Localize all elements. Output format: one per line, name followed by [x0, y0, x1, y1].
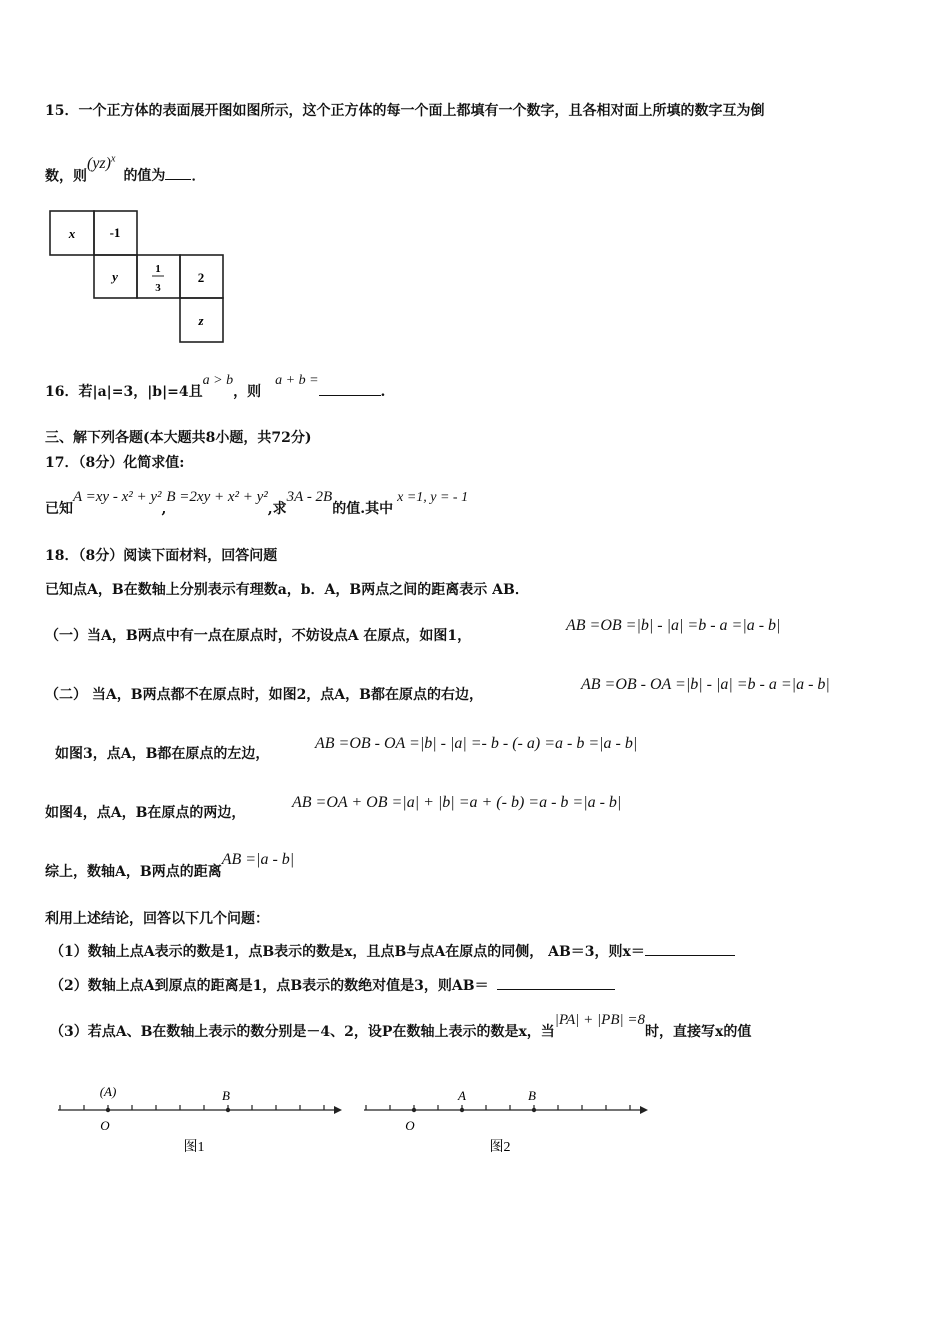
q15-line1: 15．一个正方体的表面展开图如图所示，这个正方体的每一个面上都填有一个数字，且各相对面上所填的数字互为倒 [45, 103, 765, 119]
fig2-label-o: O [405, 1118, 415, 1133]
q15-line2-pre: 数，则 [45, 168, 87, 185]
fig2-point-a [460, 1108, 464, 1112]
fig1-caption: 图1 [183, 1140, 205, 1155]
fig2-number-line [358, 1078, 658, 1158]
fig1-ticks [60, 1105, 324, 1110]
net-m1-text: -1 [109, 225, 121, 240]
q17-comma: , [161, 501, 167, 517]
q17-ask: ,求 [267, 501, 287, 517]
q18-p3-pre: （3）若点A、B在数轴上表示的数分别是－4、2，设P在数轴上表示的数是x，当 [50, 1024, 555, 1040]
q15-line2 [45, 154, 206, 186]
q15-line2-post: 的值为 [123, 168, 166, 185]
q18-p1-blank[interactable] [645, 955, 735, 956]
q15-end: ． [191, 168, 206, 185]
q18-case4-formula: AB =OA + OB =|a| + |b| =a + (- b) =a - b =|a - b| [292, 794, 622, 811]
q18-p2-blank[interactable] [497, 989, 615, 990]
q16-answer-blank[interactable] [319, 395, 381, 396]
q17-target: 3A - 2B [286, 489, 333, 505]
net-frac-den: 3 [155, 282, 161, 294]
q16-cond: a > b [202, 373, 234, 388]
q17-expr-a: A =xy - x² + y² [73, 489, 162, 505]
q18-intro: 已知点A，B在数轴上分别表示有理数a，b．A，B两点之间的距离表示 AB． [45, 582, 529, 598]
q18-use: 利用上述结论，回答以下几个问题： [45, 911, 269, 927]
net-x-text: x [68, 226, 76, 241]
q18-summary-text: 综上，数轴A，B两点的距离 [45, 864, 222, 880]
q17-pre: 已知 [45, 501, 73, 517]
q18-p3-post: 时，直接写x的值 [645, 1024, 752, 1040]
q15-expr [87, 155, 115, 172]
fig2-arrow [640, 1106, 648, 1114]
net-y-text: y [112, 269, 118, 284]
fig1-number-line [50, 1078, 350, 1158]
q18-case1-text: （一）当A，B两点中有一点在原点时，不妨设点A 在原点，如图1， [45, 628, 472, 644]
q15-expr-sup: x [110, 154, 116, 165]
fig1-arrow [334, 1106, 342, 1114]
q18-case3-text: 如图3，点A，B都在原点的左边， [55, 746, 270, 762]
q18-summary [45, 851, 295, 882]
net-z-text: z [198, 313, 204, 328]
q16-end: . [380, 384, 386, 400]
fig1-point-b [226, 1108, 230, 1112]
q18-case1-formula: AB =OB =|b| - |a| =b - a =|a - b| [566, 617, 781, 634]
q18-p2-text: （2）数轴上点A到原点的距离是1，点B表示的数绝对值是3，则AB＝ [50, 978, 489, 994]
q18-p2 [50, 976, 615, 996]
fig2-label-a: A [458, 1088, 466, 1103]
fig1-label-b: B [222, 1088, 230, 1103]
q18-p1 [50, 942, 735, 962]
q16-line [45, 373, 386, 403]
fig1-label-a: (A) [99, 1084, 117, 1099]
q17-expr-b: B =2xy + x² + y² [166, 489, 268, 505]
net-2-text: 2 [197, 270, 205, 285]
fig2-label-b: B [528, 1088, 536, 1103]
fig2-point-b [532, 1108, 536, 1112]
fig1-point-o [106, 1108, 110, 1112]
q15-answer-blank[interactable] [165, 179, 191, 180]
q16-pre: 16．若|a|=3，|b|=4且 [45, 384, 203, 400]
q18-case3-formula: AB =OB - OA =|b| - |a| =- b - (- a) =a - b =|a - b| [315, 735, 638, 752]
fig2-caption: 图2 [489, 1140, 511, 1155]
q18-case2-formula: AB =OB - OA =|b| - |a| =b - a =|a - b| [581, 676, 830, 693]
section3-heading: 三、解下列各题(本大题共8小题，共72分) [45, 430, 312, 446]
q15-expr-base: (yz) [87, 155, 111, 173]
net-frac-num: 1 [155, 263, 161, 275]
q16-expr: a + b = [275, 373, 319, 388]
fig2-point-o [412, 1108, 416, 1112]
q17-values: x =1, y = - 1 [397, 490, 469, 505]
q17-title: 17．（8分）化简求值: [45, 455, 185, 471]
q18-p1-text: （1）数轴上点A表示的数是1，点B表示的数是x，且点B与点A在原点的同侧， AB＝3，则x＝ [50, 944, 645, 960]
q18-summary-formula: AB =|a - b| [221, 851, 295, 868]
q18-title: 18．（8分）阅读下面材料，回答问题 [45, 548, 278, 564]
q18-case2-text: （二） 当A，B两点都不在原点时，如图2，点A，B都在原点的右边， [45, 687, 484, 703]
q18-p3-formula: |PA| + |PB| =8 [554, 1012, 646, 1028]
q18-case4-text: 如图4，点A，B在原点的两边， [45, 805, 246, 821]
q17-line [45, 489, 469, 520]
q18-p3 [50, 1012, 752, 1042]
cube-net [46, 208, 230, 348]
q17-mid: 的值.其中 [332, 501, 394, 517]
fig2-ticks [366, 1105, 630, 1110]
fig1-label-o: O [100, 1118, 110, 1133]
q16-mid: ，则 [233, 384, 262, 400]
